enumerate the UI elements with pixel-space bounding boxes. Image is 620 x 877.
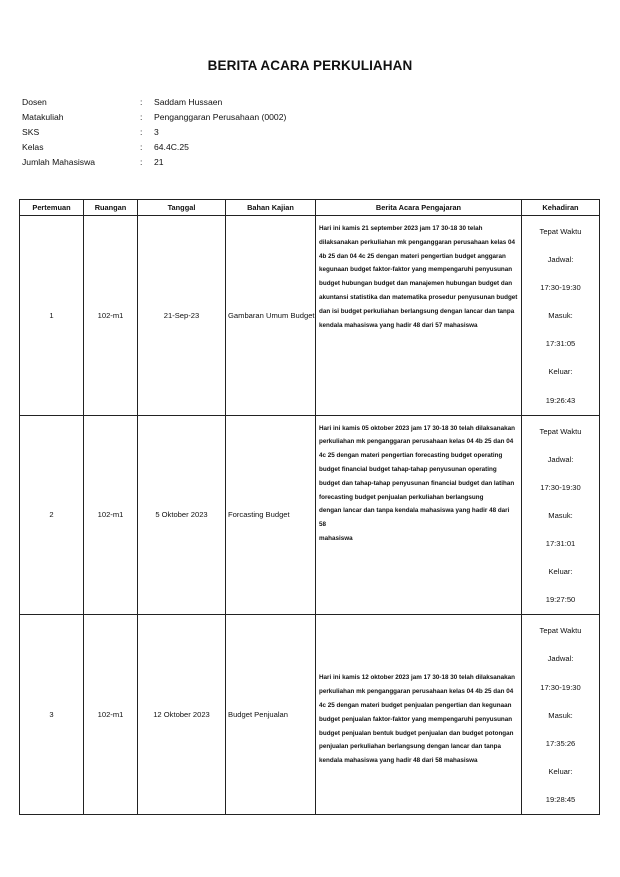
cell-berita-acara: Hari ini kamis 05 oktober 2023 jam 17 30-18 30 telah dilaksanakan perkuliahan mk penganggaran perusahaan kelas 04 4b 25 dan 04 4c 25 dengan materi pengertian forecasting budget operating budget financial budget tahap-tahap penyusunan operating budget dan tahap-tahap penyusunan financial budget dan latihan forecasting budget penjualan perkuliahan berlangsung dengan lancar dan tanpa kendala mahasiswa yang hadir 48 dari 58 mahasiswa <box>316 415 522 615</box>
kehadiran-keluar-label: Keluar: <box>548 367 573 377</box>
table-row <box>20 415 600 615</box>
table-header-row <box>20 200 600 216</box>
info-label: SKS <box>22 126 40 137</box>
kehadiran-keluar: 19:28:45 <box>545 794 576 804</box>
info-colon: : <box>140 141 143 152</box>
info-value: 21 <box>154 156 164 167</box>
table-row <box>20 615 600 815</box>
cell-kehadiran <box>522 615 600 815</box>
kehadiran-jadwal-label: Jadwal: <box>547 255 574 265</box>
info-value: Penganggaran Perusahaan (0002) <box>154 111 287 122</box>
kehadiran-jadwal-label: Jadwal: <box>547 454 574 464</box>
kehadiran-status: Tepat Waktu <box>539 227 582 236</box>
kehadiran-masuk: 17:31:01 <box>545 539 576 549</box>
kehadiran-status: Tepat Waktu <box>539 626 582 636</box>
info-label: Dosen <box>22 96 47 107</box>
info-colon: : <box>140 156 143 167</box>
info-colon: : <box>140 96 143 107</box>
cell-tanggal: 12 Oktober 2023 <box>138 615 226 815</box>
cell-kehadiran <box>522 216 600 416</box>
cell-ruangan: 102-m1 <box>84 615 138 815</box>
header-pertemuan: Pertemuan <box>20 200 84 216</box>
cell-bahan-kajian: Gambaran Umum Budget <box>226 216 316 416</box>
kehadiran-keluar-label: Keluar: <box>548 567 573 577</box>
course-info <box>22 94 286 169</box>
info-row-sks <box>22 124 286 139</box>
cell-pertemuan: 2 <box>20 415 84 615</box>
info-row-dosen <box>22 94 286 109</box>
cell-bahan-kajian: Forcasting Budget <box>226 415 316 615</box>
cell-ruangan: 102-m1 <box>84 415 138 615</box>
info-row-matakuliah <box>22 109 286 124</box>
kehadiran-masuk: 17:35:26 <box>545 738 576 748</box>
info-label: Kelas <box>22 141 44 152</box>
cell-berita-acara: Hari ini kamis 12 oktober 2023 jam 17 30-18 30 telah dilaksanakan perkuliahan mk penganggaran perusahaan kelas 04 4b 25 dan 04 4c 25 dengan materi budget penjualan pengertian dan kegunaan budget penjualan faktor-faktor yang mempengaruhi penyusunan budget penjualan bentuk budget penjualan dan budget potongan penjualan perkuliahan berlangsung dengan lancar dan tanpa kendala mahasiswa yang hadir 48 dari 58 mahasiswa <box>316 615 522 815</box>
info-value: Saddam Hussaen <box>154 96 223 107</box>
cell-bahan-kajian: Budget Penjualan <box>226 615 316 815</box>
info-colon: : <box>140 111 143 122</box>
header-tanggal: Tanggal <box>138 200 226 216</box>
info-label: Jumlah Mahasiswa <box>22 156 96 167</box>
kehadiran-keluar: 19:26:43 <box>545 395 576 405</box>
info-value: 64.4C.25 <box>154 141 189 152</box>
lecture-table <box>19 199 600 815</box>
cell-pertemuan: 1 <box>20 216 84 416</box>
kehadiran-masuk-label: Masuk: <box>548 311 573 321</box>
header-ruangan: Ruangan <box>84 200 138 216</box>
info-value: 3 <box>154 126 159 137</box>
cell-kehadiran <box>522 415 600 615</box>
kehadiran-keluar-label: Keluar: <box>548 766 573 776</box>
kehadiran-masuk-label: Masuk: <box>548 710 573 720</box>
header-kehadiran: Kehadiran <box>522 200 600 216</box>
kehadiran-status: Tepat Waktu <box>539 426 582 436</box>
cell-tanggal: 5 Oktober 2023 <box>138 415 226 615</box>
header-berita-acara: Berita Acara Pengajaran <box>316 200 522 216</box>
page-title: BERITA ACARA PERKULIAHAN <box>207 58 413 73</box>
cell-ruangan: 102-m1 <box>84 216 138 416</box>
kehadiran-keluar: 19:27:50 <box>545 595 576 605</box>
kehadiran-jadwal-label: Jadwal: <box>547 654 574 664</box>
info-colon: : <box>140 126 143 137</box>
kehadiran-jadwal: 17:30-19:30 <box>540 283 581 293</box>
cell-berita-acara: Hari ini kamis 21 september 2023 jam 17 30-18 30 telah dilaksanakan perkuliahan mk penganggaran perusahaan kelas 04 4b 25 dan 04 4c 25 dengan materi pengertian budget anggaran kegunaan budget faktor-faktor yang mempengaruhi penyusunan budget hubungan budget dan manajemen hubungan budget dan akuntansi statistika dan matematika prosedur penyusunan budget dan isi budget perkuliahan berlangsung dengan lancar dan tanpa kendala mahasiswa yang hadir 48 dari 57 mahasiswa <box>316 216 522 416</box>
header-bahan-kajian: Bahan Kajian <box>226 200 316 216</box>
kehadiran-jadwal: 17:30-19:30 <box>540 482 581 492</box>
kehadiran-masuk-label: Masuk: <box>548 510 573 520</box>
info-label: Matakuliah <box>22 111 64 122</box>
kehadiran-jadwal: 17:30-19:30 <box>540 682 581 692</box>
info-row-jumlah-mahasiswa <box>22 154 286 169</box>
info-row-kelas <box>22 139 286 154</box>
cell-tanggal: 21-Sep-23 <box>138 216 226 416</box>
kehadiran-masuk: 17:31:05 <box>545 339 576 349</box>
table-row <box>20 216 600 416</box>
cell-pertemuan: 3 <box>20 615 84 815</box>
